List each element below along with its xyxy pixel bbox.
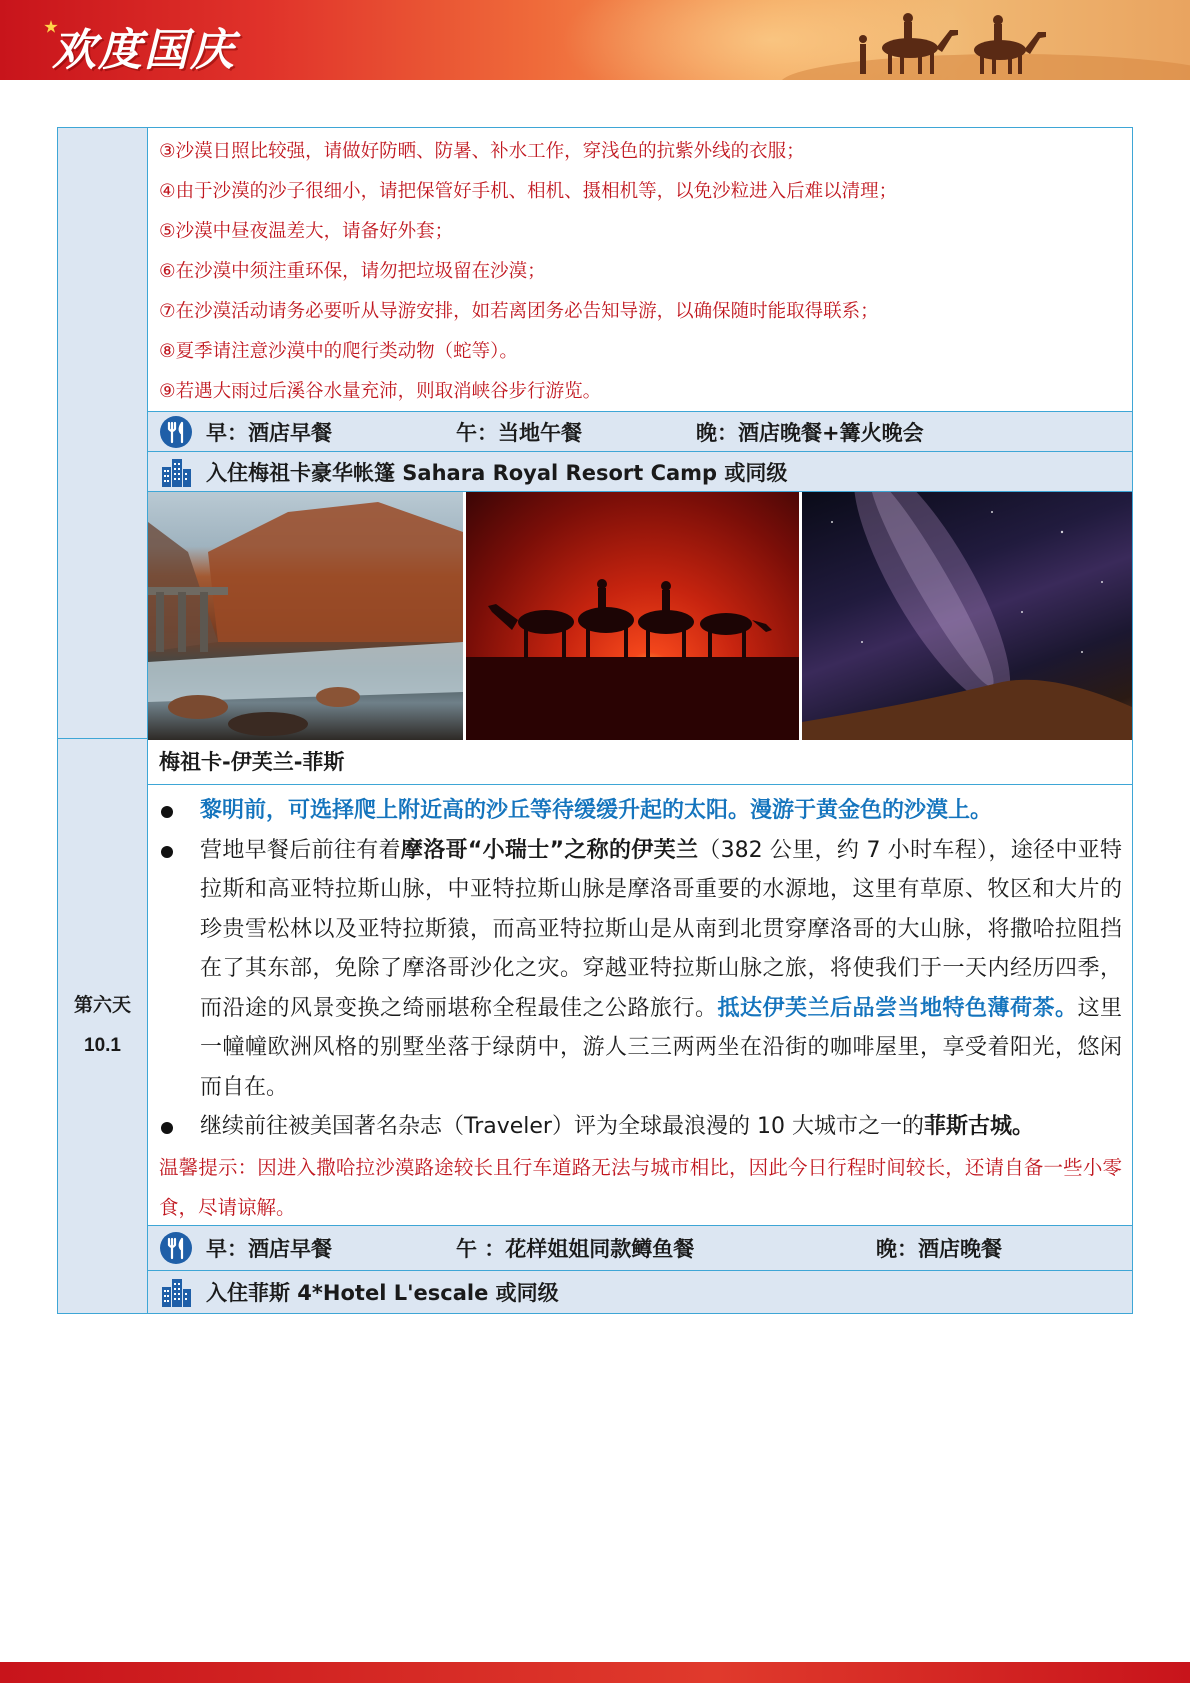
tip-item: ③沙漠日照比较强，请做好防晒、防暑、补水工作，穿浅色的抗紫外线的衣服； xyxy=(159,141,805,162)
tip-item: ④由于沙漠的沙子很细小，请把保管好手机、相机、摄相机等，以免沙粒进入后难以清理； xyxy=(159,181,898,202)
day6-itinerary xyxy=(159,791,1122,1228)
ifrane-text-1: 营地早餐后前往有着 xyxy=(200,837,401,863)
day6-dinner: 晚：酒店晚餐 xyxy=(876,1237,1002,1261)
desert-tips-list xyxy=(159,132,1119,412)
day6-hotel: 入住菲斯 4*Hotel L'escale 或同级 xyxy=(206,1281,559,1305)
tip-item: ⑨若遇大雨过后溪谷水量充沛，则取消峡谷步行游览。 xyxy=(159,381,602,402)
tip-item: ⑤沙漠中昼夜温差大，请备好外套； xyxy=(159,221,454,242)
tip-item: ⑧夏季请注意沙漠中的爬行类动物（蛇等）。 xyxy=(159,341,518,362)
fes-text: 继续前往被美国著名杂志（Traveler）评为全球最浪漫的 10 大城市之一的 xyxy=(200,1114,924,1139)
bullet-icon xyxy=(161,1122,173,1134)
day5-photo-strip xyxy=(148,491,1132,740)
day5-breakfast: 早：酒店早餐 xyxy=(206,420,332,445)
day6-date: 10.1 xyxy=(84,1035,121,1056)
itinerary-table xyxy=(57,127,1133,1314)
header-banner xyxy=(0,0,1190,80)
canyon-river-photo xyxy=(148,492,463,740)
day6-hotel-row xyxy=(148,1270,1132,1313)
tip-item: ⑥在沙漠中须注重环保，请勿把垃圾留在沙漠； xyxy=(159,261,546,282)
national-day-logo: 欢度国庆 xyxy=(52,25,236,76)
day5-lunch: 午：当地午餐 xyxy=(456,420,582,445)
day5-hotel: 入住梅祖卡豪华帐篷 Sahara Royal Resort Camp 或同级 xyxy=(206,460,788,485)
ifrane-text-2: （382 公里，约 7 小时车程），途径中亚特拉斯和高亚特拉斯山脉，中亚特拉斯山脉是摩洛哥重要的水源地，这里有草原、牧区和大片的珍贵雪松林以及亚特拉斯猿，而高亚特拉斯山是从南到北贯穿摩洛哥的大山脉，将撒哈拉阻挡在了其东部，免除了摩洛哥沙化之灾。穿越亚特拉斯山脉之旅，将使我们于一天内经历四季，而沿途的风景变换之绮丽堪称全程最佳之公路旅行。 xyxy=(200,837,1122,1021)
day6-label-cell xyxy=(58,739,148,1313)
sunrise-option-text: 黎明前，可选择爬上附近高的沙丘等待缓缓升起的太阳。漫游于黄金色的沙漠上。 xyxy=(200,798,993,823)
day5-hotel-row xyxy=(148,451,1132,491)
divider xyxy=(148,784,1132,785)
canyon-river-graphic xyxy=(148,492,463,740)
day6-lunch: 午 ：花样姐姐同款鳟鱼餐 xyxy=(456,1237,695,1261)
mint-tea-highlight: 抵达伊芙兰后品尝当地特色薄荷茶。 xyxy=(717,995,1078,1021)
footer-bar xyxy=(0,1662,1190,1683)
day5-meals-row xyxy=(148,411,1132,451)
day5-label-cell xyxy=(58,128,148,739)
warm-tip: 温馨提示：因进入撒哈拉沙漠路途较长且行车道路无法与城市相比，因此今日行程时间较长，还请自备一些小零食，尽请谅解。 xyxy=(159,1155,1122,1219)
dining-icon xyxy=(159,415,193,449)
bullet-icon xyxy=(161,846,173,858)
bullet-icon xyxy=(161,806,173,818)
camel-silhouette-graphic xyxy=(466,492,799,740)
ifrane-highlight: 摩洛哥“小瑞士”之称的伊芙兰 xyxy=(400,837,699,863)
ifrane-text-3: 这里一幢幢欧洲风格的别墅坐落于绿荫中，游人三三两两坐在沿街的咖啡屋里，享受着阳光，悠闲而自在。 xyxy=(200,995,1122,1100)
hotel-building-icon xyxy=(159,455,193,489)
hotel-building-icon xyxy=(159,1275,193,1309)
list-item xyxy=(159,791,1122,831)
fes-highlight: 菲斯古城。 xyxy=(923,1114,1034,1139)
day5-dinner: 晚：酒店晚餐+篝火晚会 xyxy=(696,420,924,445)
day6-meals-row xyxy=(148,1225,1132,1270)
camel-sunset-photo xyxy=(466,492,799,740)
day6-breakfast: 早：酒店早餐 xyxy=(206,1237,332,1261)
milky-way-photo xyxy=(802,492,1132,740)
list-item xyxy=(159,831,1122,1108)
dining-icon xyxy=(159,1231,193,1265)
tip-item: ⑦在沙漠活动请务必要听从导游安排，如若离团务必告知导游，以确保随时能取得联系； xyxy=(159,301,879,322)
milky-way-graphic xyxy=(802,492,1132,740)
list-item xyxy=(159,1107,1122,1147)
day6-route-title: 梅祖卡-伊芙兰-菲斯 xyxy=(159,750,345,774)
day6-label: 第六天 xyxy=(73,995,131,1016)
camel-caravan-illustration xyxy=(850,8,1080,78)
